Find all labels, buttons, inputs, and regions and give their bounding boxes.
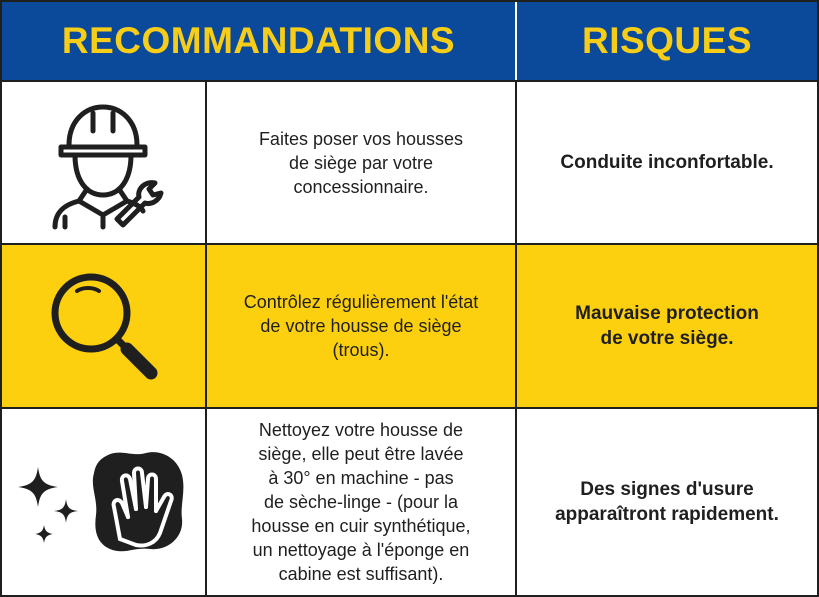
- icon-cell: [2, 409, 205, 595]
- header-risques: RISQUES: [581, 20, 753, 61]
- recommendation-text: Faites poser vos housses de siège par votre concessionnaire.: [258, 128, 464, 197]
- recommendation-cell: [207, 82, 515, 243]
- recommendation-cell: [207, 245, 515, 407]
- recommendation-text: Nettoyez votre housse de siège, elle peut être lavée à 30° en machine - pas de sèche-linge - (pour la housse en cuir synthétique, un nettoyage à l'éponge en cabine est suffisant).: [251, 420, 471, 584]
- recommendation-text: Contrôlez régulièrement l'état de votre housse de siège (trous).: [243, 292, 479, 360]
- table-row: [2, 245, 817, 409]
- risk-cell: [517, 409, 817, 595]
- risk-cell: [517, 245, 817, 407]
- table-header: [2, 2, 817, 82]
- table-row: [2, 82, 817, 245]
- icon-cell: [2, 82, 205, 243]
- risk-cell: [517, 82, 817, 243]
- icon-cell: [2, 245, 205, 407]
- table-row: [2, 409, 817, 595]
- risk-text: Conduite inconfortable.: [560, 152, 774, 173]
- cleaning-hand-icon: [16, 447, 191, 557]
- recommendation-cell: [207, 409, 515, 595]
- risk-text: Mauvaise protection de votre siège.: [575, 303, 759, 349]
- mechanic-worker-icon: [39, 93, 169, 233]
- header-recommandations: RECOMMANDATIONS: [61, 20, 456, 61]
- magnifier-icon: [39, 261, 169, 391]
- risk-text: Des signes d'usure apparaîtront rapidement.: [555, 479, 779, 525]
